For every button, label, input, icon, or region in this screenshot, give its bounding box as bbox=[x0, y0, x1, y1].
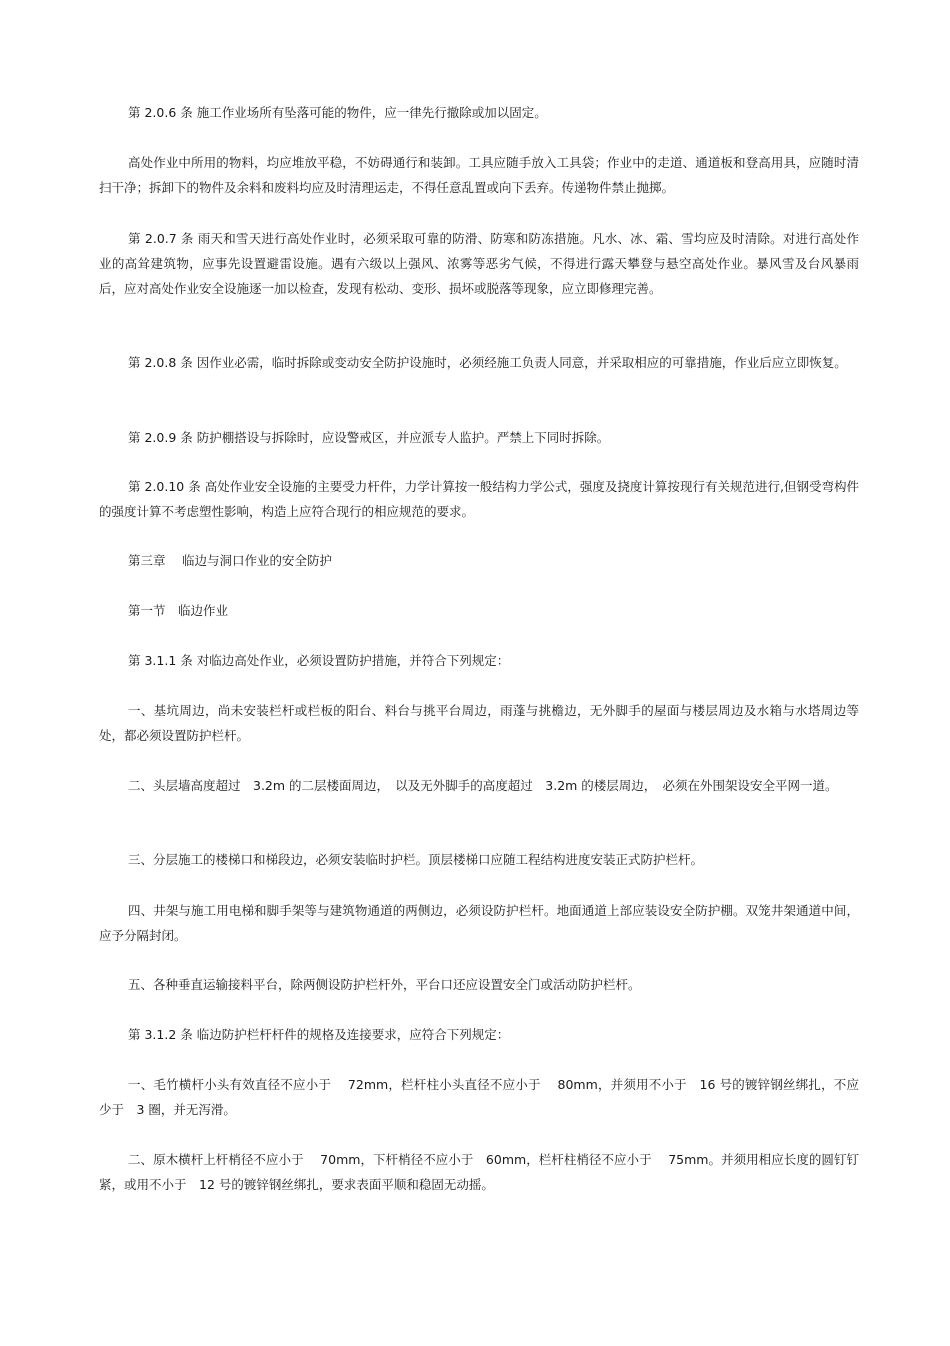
clause-2-0-10: 第 2.0.10 条 高处作业安全设施的主要受力杆件，力学计算按一般结构力学公式，强度及挠度计算按现行有关规范进行,但钢受弯构件的强度计算不考虑塑性影响，构造上应符合现行的相应规范的要求。 bbox=[99, 479, 859, 519]
clause-3-1-2: 第 3.1.2 条 临边防护栏杆杆件的规格及连接要求，应符合下列规定： bbox=[128, 1027, 510, 1042]
item-3-1-1-one: 一、基坑周边，尚未安装栏杆或栏板的阳台、料台与挑平台周边，雨蓬与挑檐边，无外脚手的屋面与楼层周边及水箱与水塔周边等处，都必须设置防护栏杆。 bbox=[99, 703, 859, 743]
clause-2-0-9: 第 2.0.9 条 防护棚搭设与拆除时，应设警戒区，并应派专人监护。严禁上下同时拆除。 bbox=[128, 430, 610, 445]
item-3-1-1-five: 五、各种垂直运输接料平台，除两侧设防护栏杆外，平台口还应设置安全门或活动防护栏杆。 bbox=[128, 977, 641, 992]
clause-2-0-7: 第 2.0.7 条 雨天和雪天进行高处作业时，必须采取可靠的防滑、防寒和防冻措施。凡水、冰、霜、雪均应及时清除。对进行高处作业的高耸建筑物，应事先设置避雷设施。遇有六级以上强风、浓雾等恶劣气候，不得进行露天攀登与悬空高处作业。暴风雪及台风暴雨后，应对高处作业安全设施逐一加以检查，发现有松动、变形、损坏或脱落等现象，应立即修理完善。 bbox=[99, 231, 859, 296]
clause-2-0-6: 第 2.0.6 条 施工作业场所有坠落可能的物件，应一律先行撤除或加以固定。 bbox=[128, 105, 547, 120]
clause-3-1-1: 第 3.1.1 条 对临边高处作业，必须设置防护措施，并符合下列规定： bbox=[128, 653, 510, 668]
section-1-heading: 第一节 临边作业 bbox=[128, 603, 229, 618]
chapter-3-heading: 第三章 临边与洞口作业的安全防护 bbox=[128, 553, 332, 568]
item-3-1-1-three: 三、分层施工的楼梯口和梯段边，必须安装临时护栏。顶层楼梯口应随工程结构进度安装正式防护栏杆。 bbox=[128, 852, 704, 867]
clause-2-0-8: 第 2.0.8 条 因作业必需，临时拆除或变动安全防护设施时，必须经施工负责人同意，并采取相应的可靠措施，作业后应立即恢复。 bbox=[128, 355, 847, 370]
item-3-1-1-two: 二、头层墙高度超过 3.2m 的二层楼面周边， 以及无外脚手的高度超过 3.2m 的楼层周边， 必须在外围架设安全平网一道。 bbox=[128, 778, 838, 793]
item-3-1-1-four: 四、井架与施工用电梯和脚手架等与建筑物通道的两侧边，必须设防护栏杆。地面通道上部应装设安全防护棚。双笼井架通道中间，应予分隔封闭。 bbox=[99, 903, 859, 943]
paragraph-materials: 高处作业中所用的物料，均应堆放平稳，不妨碍通行和装卸。工具应随手放入工具袋；作业中的走道、通道板和登高用具，应随时清扫干净；拆卸下的物件及余料和废料均应及时清理运走，不得任意乱置或向下丢弃。传递物件禁止抛掷。 bbox=[99, 155, 859, 195]
item-3-1-2-two: 二、原木横杆上杆梢径不应小于 70mm，下杆梢径不应小于 60mm，栏杆柱梢径不应小于 75mm。并须用相应长度的圆钉钉紧，或用不小于 12 号的镀锌钢丝绑扎，要求表面平顺和稳固无动摇。 bbox=[99, 1152, 859, 1192]
item-3-1-2-one: 一、毛竹横杆小头有效直径不应小于 72mm，栏杆柱小头直径不应小于 80mm，并须用不小于 16 号的镀锌钢丝绑扎，不应少于 3 圈，并无泻滑。 bbox=[99, 1077, 859, 1117]
